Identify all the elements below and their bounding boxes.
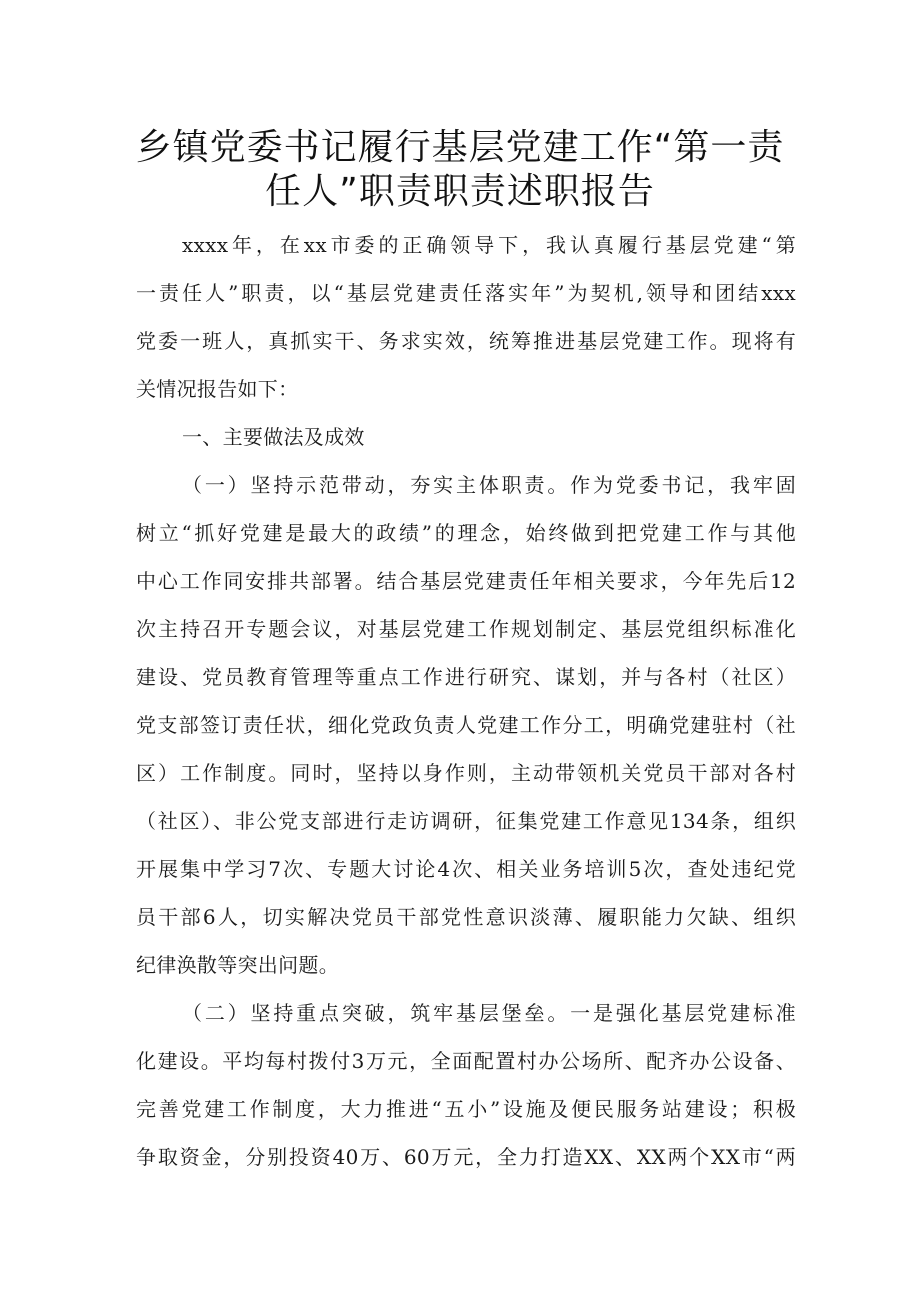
paragraph-line: 纪律涣散等突出问题。 bbox=[136, 953, 339, 977]
paragraph-line: 中心工作同安排共部署。结合基层党建责任年相关要求，今年先后12 bbox=[136, 569, 796, 593]
paragraph-line: 次主持召开专题会议，对基层党建工作规划制定、基层党组织标准化 bbox=[136, 617, 796, 641]
paragraph-line: 一责任人”职责，以“基层党建责任落实年”为契机,领导和团结xxx bbox=[136, 281, 796, 305]
paragraph-line: 开展集中学习7次、专题大讨论4次、相关业务培训5次，查处违纪党 bbox=[136, 857, 796, 881]
paragraph-line: 化建设。平均每村拨付3万元，全面配置村办公场所、配齐办公设备、 bbox=[136, 1049, 796, 1073]
paragraph-line: 党支部签订责任状，细化党政负责人党建工作分工，明确党建驻村（社 bbox=[136, 713, 796, 737]
paragraph-line: 树立“抓好党建是最大的政绩”的理念，始终做到把党建工作与其他 bbox=[136, 521, 796, 545]
section-heading: 一、主要做法及成效 bbox=[182, 425, 365, 449]
paragraph-line: 关情况报告如下： bbox=[136, 377, 299, 401]
document-title-line-1: 乡镇党委书记履行基层党建工作“第一责 bbox=[135, 127, 785, 168]
paragraph-line: 建设、党员教育管理等重点工作进行研究、谋划，并与各村（社区） bbox=[136, 665, 796, 689]
paragraph-line: （二）坚持重点突破，筑牢基层堡垒。一是强化基层党建标准 bbox=[182, 1001, 796, 1025]
paragraph-line: 员干部6人，切实解决党员干部党性意识淡薄、履职能力欠缺、组织 bbox=[136, 905, 796, 929]
document-title-line-2: 任人”职责职责述职报告 bbox=[265, 171, 655, 212]
paragraph-line: xxxx年，在xx市委的正确领导下，我认真履行基层党建“第 bbox=[182, 233, 796, 257]
paragraph-line: （社区）、非公党支部进行走访调研，征集党建工作意见134条，组织 bbox=[136, 809, 796, 833]
paragraph-line: 党委一班人，真抓实干、务求实效，统筹推进基层党建工作。现将有 bbox=[136, 329, 796, 353]
paragraph-line: （一）坚持示范带动，夯实主体职责。作为党委书记，我牢固 bbox=[182, 473, 796, 497]
paragraph-line: 完善党建工作制度，大力推进“五小”设施及便民服务站建设；积极 bbox=[136, 1097, 796, 1121]
paragraph-line: 争取资金，分别投资40万、60万元，全力打造XX、XX两个XX市“两 bbox=[136, 1145, 796, 1169]
paragraph-line: 区）工作制度。同时，坚持以身作则，主动带领机关党员干部对各村 bbox=[136, 761, 796, 785]
